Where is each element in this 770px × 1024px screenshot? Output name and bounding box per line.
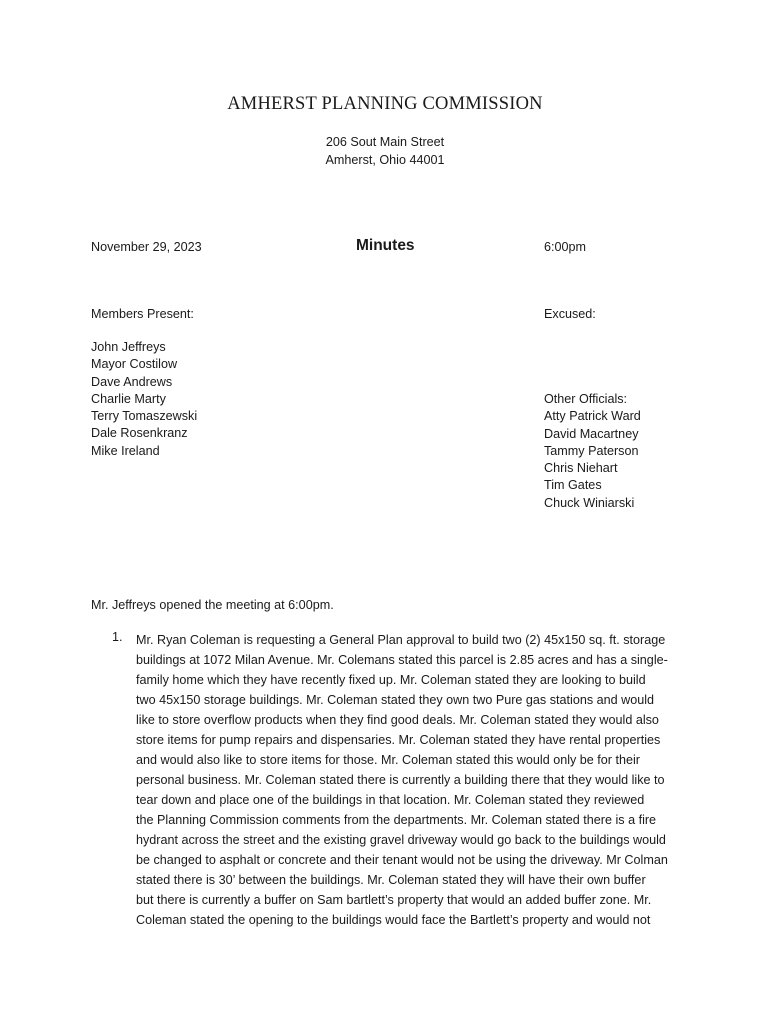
item-text — [136, 630, 668, 930]
item-text-line: family home which they have recently fixed up. Mr. Coleman stated they are looking to build — [136, 673, 646, 687]
item-text-line: be changed to asphalt or concrete and their tenant would not be using the driveway. Mr Colman — [136, 853, 668, 867]
item-number: 1. — [112, 630, 123, 644]
item-text-line: buildings at 1072 Milan Avenue. Mr. Colemans stated this parcel is 2.85 acres and has a single- — [136, 653, 668, 667]
official-name: David Macartney — [544, 426, 639, 441]
member-name: Dave Andrews — [91, 374, 173, 389]
address-line-1: 206 Sout Main Street — [325, 135, 445, 149]
item-text-line: stated there is 30’ between the buildings. Mr. Coleman stated they will have their own buffer — [136, 873, 646, 887]
item-text-line: the Planning Commission comments from the departments. Mr. Coleman stated there is a fire — [136, 813, 657, 827]
member-name: Terry Tomaszewski — [91, 409, 198, 424]
official-name: Tammy Paterson — [544, 443, 639, 458]
item-text-line: Coleman stated the opening to the buildings would face the Bartlett’s property and would not — [136, 913, 651, 927]
official-name: Tim Gates — [544, 478, 602, 493]
item-text-line: and would also like to store items for those. Mr. Coleman stated this would only be for their — [136, 753, 640, 767]
official-name: Chuck Winiarski — [544, 495, 635, 510]
item-text-line: store items for pump repairs and dispensaries. Mr. Coleman stated they have rental properties — [136, 733, 661, 747]
members-list — [91, 339, 197, 460]
official-name: Chris Niehart — [544, 461, 618, 476]
member-name: Charlie Marty — [91, 391, 166, 406]
document-title: AMHERST PLANNING COMMISSION — [227, 94, 543, 114]
item-text-line: Mr. Ryan Coleman is requesting a General Plan approval to build two (2) 45x150 sq. ft. storage — [136, 633, 666, 647]
item-text-line: hydrant across the street and the existing gravel driveway would go back to the buildings would — [136, 833, 666, 847]
address-line-2: Amherst, Ohio 44001 — [325, 153, 445, 167]
member-name: Mayor Costilow — [91, 357, 178, 372]
item-text-line: like to store overflow products when they find good deals. Mr. Coleman stated they would also — [136, 713, 659, 727]
meeting-date: November 29, 2023 — [91, 240, 202, 254]
member-name: Mike Ireland — [91, 443, 160, 458]
item-text-line: two 45x150 storage buildings. Mr. Coleman stated they own two Pure gas stations and would — [136, 693, 655, 707]
item-text-line: tear down and place one of the buildings in that location. Mr. Coleman stated they reviewed — [136, 793, 645, 807]
opening-statement: Mr. Jeffreys opened the meeting at 6:00pm. — [91, 598, 334, 612]
official-name: Atty Patrick Ward — [544, 409, 641, 424]
other-officials-list — [544, 391, 641, 512]
item-text-line: but there is currently a buffer on Sam bartlett’s property that would an added buffer zone. Mr. — [136, 893, 652, 907]
other-officials-label: Other Officials: — [544, 392, 628, 406]
meeting-time: 6:00pm — [544, 240, 587, 254]
item-text-line: personal business. Mr. Coleman stated there is currently a building there that they would like to — [136, 773, 665, 787]
member-name: Dale Rosenkranz — [91, 426, 188, 441]
member-name: John Jeffreys — [91, 340, 166, 354]
members-present-label: Members Present: — [91, 307, 194, 321]
excused-label: Excused: — [544, 307, 596, 321]
minutes-heading: Minutes — [356, 237, 415, 254]
